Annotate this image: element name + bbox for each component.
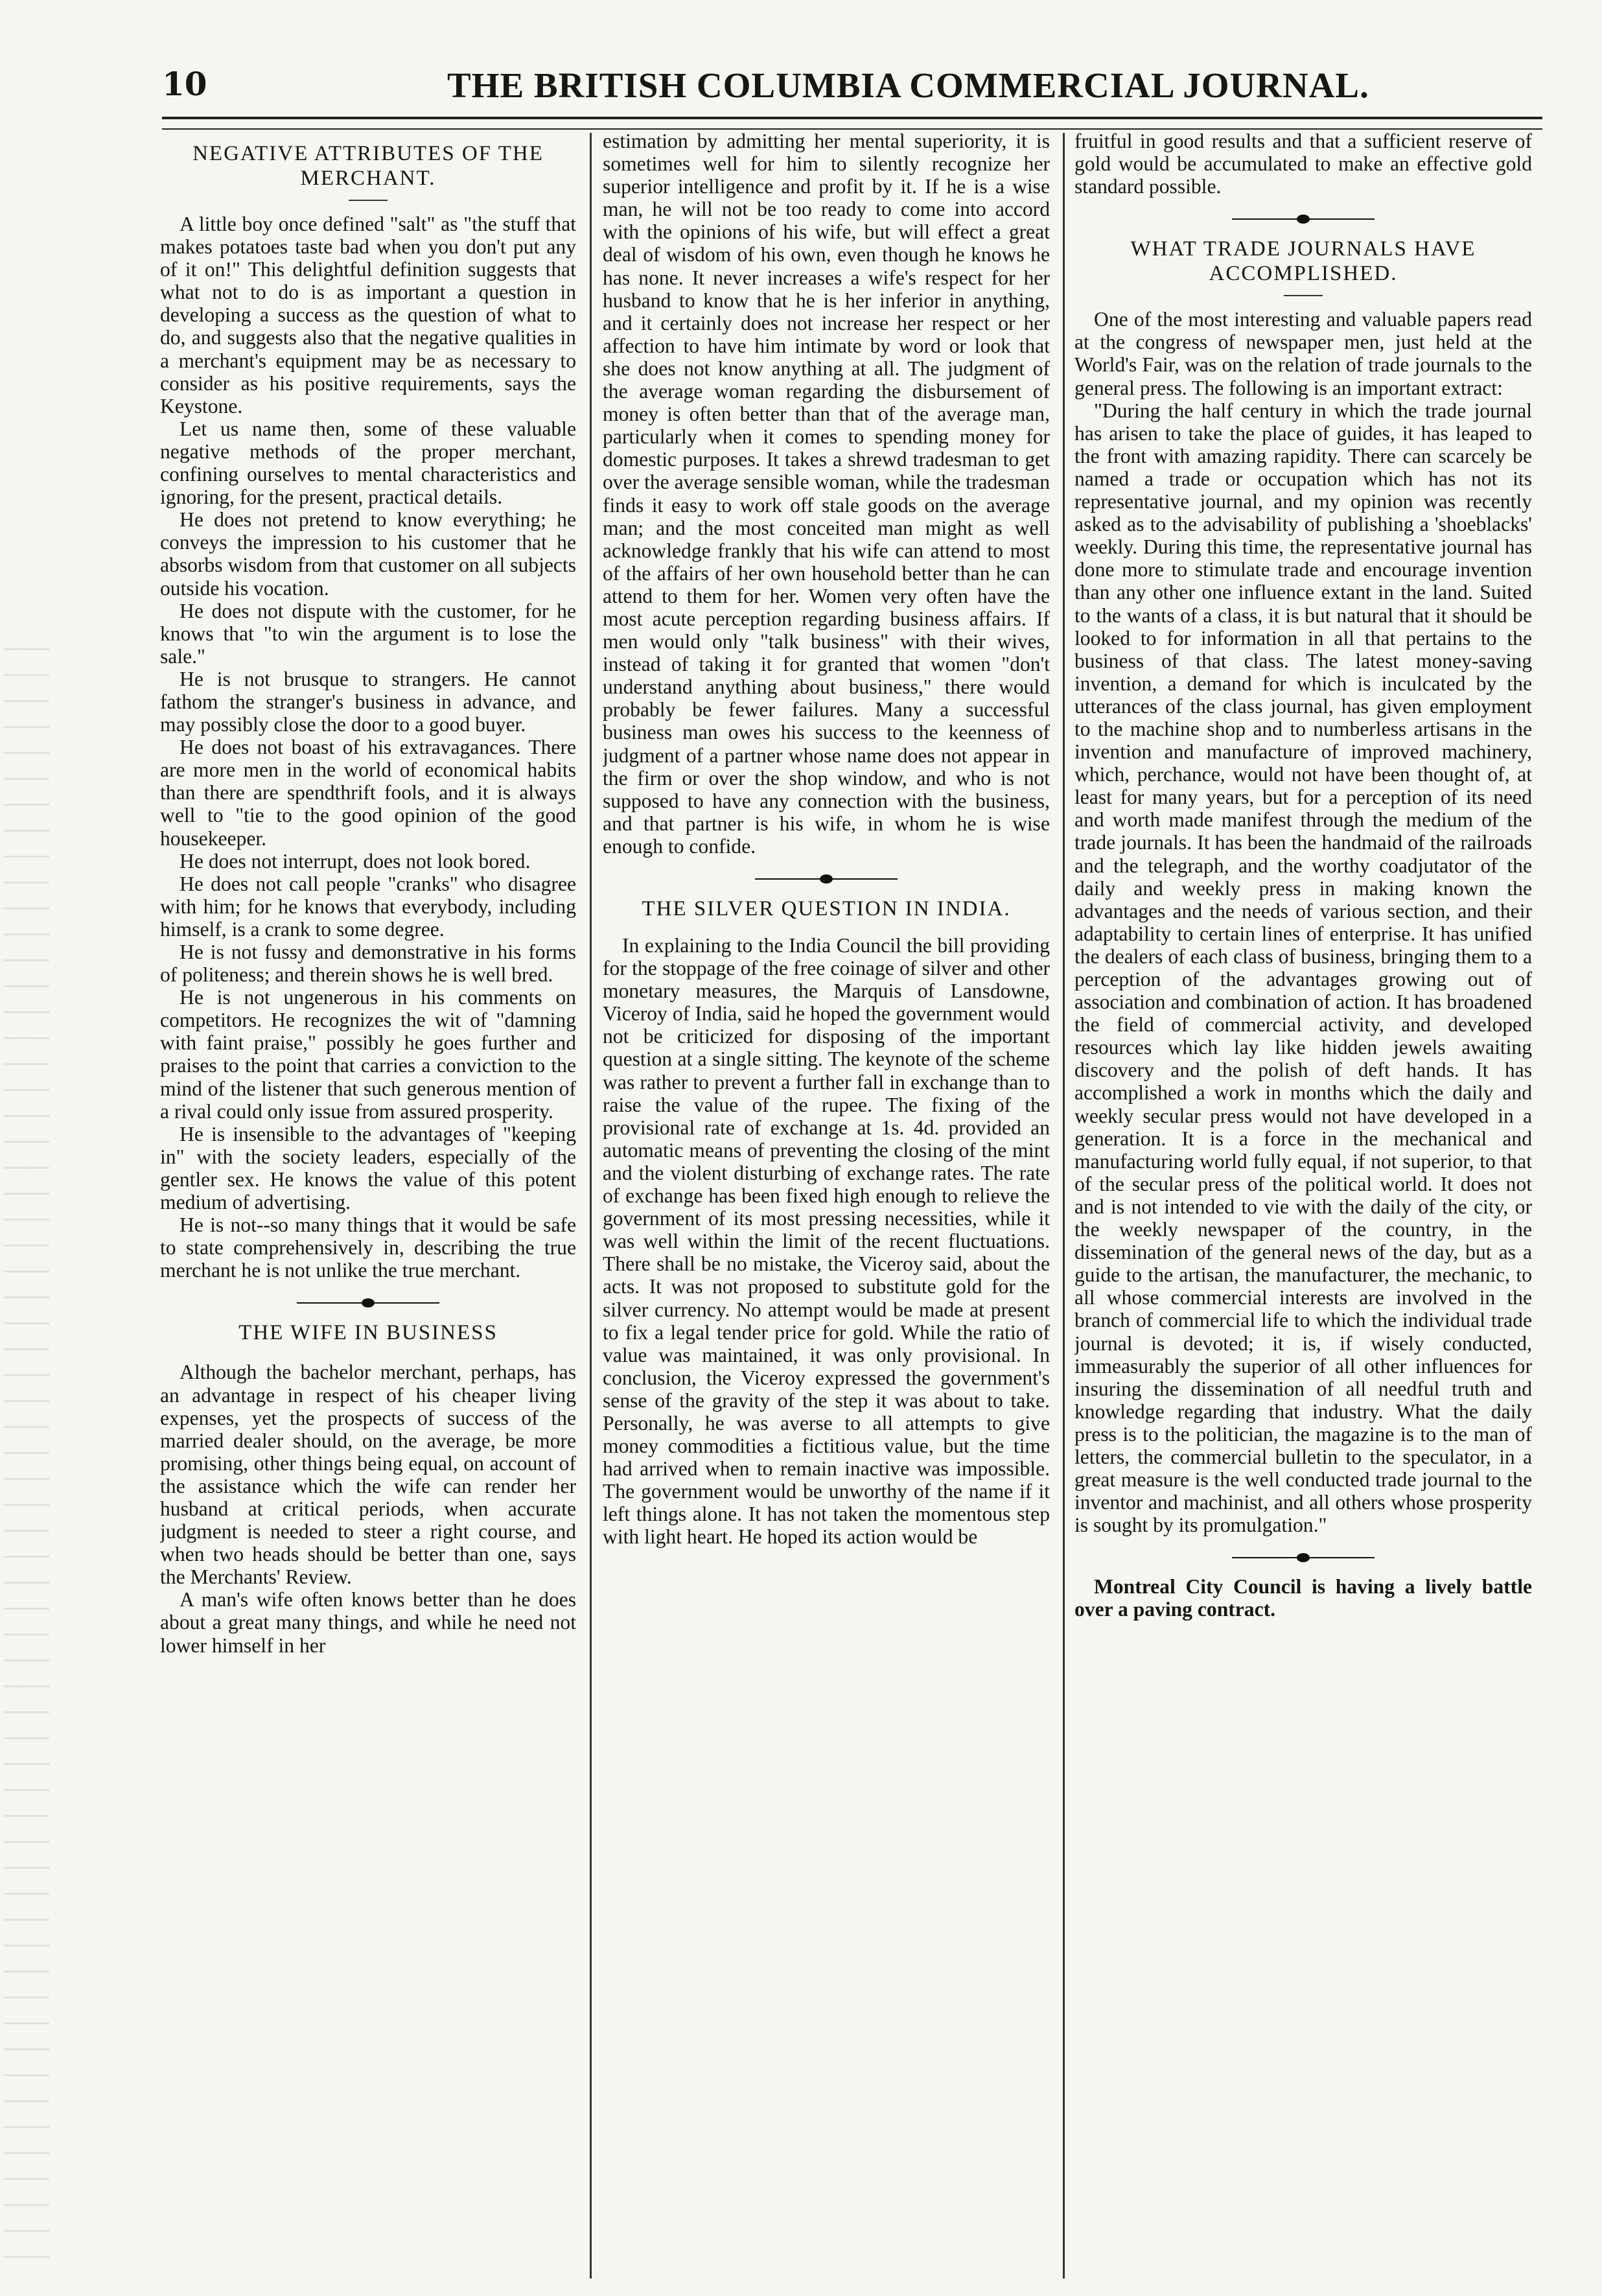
paragraph: He is insensible to the advantages of "keeping in" with the society leaders, especially of the gentler sex. He knows the value of this potent medium of advertising. — [160, 1122, 576, 1214]
article-body — [160, 1361, 576, 1656]
masthead-rule — [162, 117, 1542, 119]
section-ornament — [755, 874, 898, 884]
article-body — [1074, 308, 1532, 1536]
paragraph: Let us name then, some of these valuable negative methods of the proper merchant, confining ourselves to mental characteristics and ignoring, for the present, practical details. — [160, 417, 576, 509]
column-3 — [1074, 130, 1532, 2288]
column-divider — [1063, 133, 1065, 2278]
paragraph: One of the most interesting and valuable papers read at the congress of newspaper men, just held at the World's Fair, was on the relation of trade journals to the general press. The following is an important extract: — [1074, 308, 1532, 399]
column-1 — [160, 130, 576, 2288]
article-body — [160, 213, 576, 1282]
article-body — [603, 130, 1050, 858]
title-rule — [349, 200, 388, 201]
paragraph: "During the half century in which the trade journal has arisen to take the place of guides, it has leaped to the front with amazing rapidity. There can scarcely be named a trade or occupation which has not its representative journal, and my opinion was recently asked as to the advisability of publishing a 'shoeblacks' weekly. During this time, the representative journal has done more to stimulate trade and encourage invention than any other one influence extant in the land. Suited to the wants of a class, it is but natural that it should be looked to for information in all that pertains to the business of that class. The latest money-saving invention, a demand for which is inculcated by the utterances of the class journal, has given employment to the machine shop and to numberless artisans in the invention and manufacture of improved machinery, which, perchance, would not have been thought of, at least for many years, but for a perception of its need and worth made manifest through the medium of the trade journals. It has been the handmaid of the railroads and the telegraph, and the worthy coadjutator of the daily and weekly press in making known the advantages and the needs of various section, and their adaptability to certain lines of enterprise. It has unified the dealers of each class of business, bringing them to a perception of the advantages growing out of association and combination of action. It has broadened the field of commercial activity, and developed resources which lay like hidden jewels awaiting discovery and the polish of deft hands. It has accomplished a work in months which the daily and weekly secular press would not have developed in a generation. It is a force in the mechanical and manufacturing world fully equal, if not superior, to that of the secular press of the political world. It does not and is not intended to vie with the daily of the city, or the weekly newspaper of the country, in the dissemination of the general news of the day, but as a guide to the artisan, the manufacturer, the mechanic, to all whose commercial interests are involved in the branch of commercial life to which the individual trade journal is devoted; it is, if wisely conducted, immeasurably the superior of all other influences for insuring the dissemination of all needful truth and knowledge regarding that industry. What the daily press is to the politician, the magazine is to the man of letters, the commercial bulletin to the speculator, in a great measure is the well conducted trade journal to the inventor and machinist, and all others whose prosperity is sought by its promulgation." — [1074, 399, 1532, 1537]
paragraph: He does not interrupt, does not look bored. — [180, 849, 531, 873]
title-rule — [1284, 295, 1323, 296]
masthead — [162, 65, 1542, 123]
paragraph: estimation by admitting her mental superiority, it is sometimes well for him to silently recognize her superior intelligence and profit by it. If he is a wise man, he will not be too ready to come into accord with the opinions of his wife, but will effect a great deal of wisdom of his own, even though he knows he has none. It never increases a wife's respect for her husband to know that he is her inferior in anything, and it certainly does not increase her respect or her affection to have him intimate by word or look that she does not know anything at all. The judgment of the average woman regarding the disbursement of money is often better than that of the average man, particularly when it comes to spending money for domestic purposes. It takes a shrewd tradesman to get over the average sensible woman, while the tradesman finds it easy to work off stale goods on the average man; and the most conceited man might as well acknowledge frankly that his wife can attend to most of the affairs of her own household better than he can attend to them for her. Women very often have the most acute perception regarding business affairs. If men would only "talk business" with their wives, instead of taking it for granted that women "don't understand anything about business," there would probably be fewer failures. Many a successful business man owes his success to the keenness of judgment of a partner whose name does not appear in the firm or over the shop window, and who is not supposed to have any connection with the business, and that partner is his wife, in whom he is wise enough to confide. — [603, 130, 1050, 858]
column-2 — [603, 130, 1050, 2288]
article-title: THE SILVER QUESTION IN INDIA. — [642, 897, 1011, 920]
article-title: THE WIFE IN BUSINESS — [238, 1321, 498, 1345]
paragraph: He is not fussy and demonstrative in his forms of politeness; and therein shows he is well bred. — [160, 941, 576, 987]
publication-title: THE BRITISH COLUMBIA COMMERCIAL JOURNAL. — [447, 65, 1369, 105]
paragraph: Although the bachelor merchant, perhaps, has an advantage in respect of his cheaper living expenses, yet the prospects of success of the married dealer should, on the average, be more promising, other things being equal, on account of the assistance which the wife can render her husband at critical periods, when accurate judgment is needed to steer a right course, and when two heads should be better than one, says the Merchants' Review. — [160, 1361, 576, 1589]
paragraph: He does not dispute with the customer, for he knows that "to win the argument is to lose the sale." — [160, 599, 576, 668]
page-number: 10 — [162, 65, 207, 103]
article-title: WHAT TRADE JOURNALS HAVE ACCOMPLISHED. — [1130, 237, 1476, 286]
article-body — [603, 934, 1050, 1549]
news-note: Montreal City Council is having a lively battle over a paving contract. — [1074, 1575, 1532, 1621]
paragraph: He does not pretend to know everything; he conveys the impression to his customer that he absorbs wisdom from that customer on all subjects outside his vocation. — [160, 508, 576, 600]
paragraph: He is not ungenerous in his comments on competitors. He recognizes the wit of "damning with faint praise," possibly he goes further and praises to the point that carries a conviction to the mind of the listener that such generous mention of a rival could only issue from assured prosperity. — [160, 986, 576, 1123]
section-ornament — [1232, 1553, 1375, 1562]
paragraph: A man's wife often knows better than he does about a great many things, and while he need not lower himself in her — [160, 1588, 576, 1657]
column-divider — [590, 133, 592, 2278]
paragraph: He is not brusque to strangers. He cannot fathom the stranger's business in advance, and may possibly close the door to a good buyer. — [160, 667, 576, 736]
paragraph: In explaining to the India Council the bill providing for the stoppage of the free coinage of silver and other monetary measures, the Marquis of Lansdowne, Viceroy of India, said he hoped the government would not be criticized for disposing of the important question at a single sitting. The keynote of the scheme was rather to prevent a further fall in exchange than to raise the value of the rupee. The fixing of the provisional rate of exchange at 1s. 4d. provided an automatic means of preventing the closing of the mint and the violent disturbing of exchange rates. The rate of exchange has been fixed high enough to relieve the government of its most pressing necessities, while it was well within the limit of the recent fluctuations. There shall be no mistake, the Viceroy said, about the acts. It was not proposed to substitute gold for the silver currency. No attempt would be made at present to fix a legal tender price for gold. While the ratio of value was maintained, it was only provisional. In conclusion, the Viceroy expressed the government's sense of the gravity of the step it was about to take. Personally, he was averse to all attempts to give money commodities a fictitious value, but the time had arrived when to remain inactive was impossible. The government would be unworthy of the name if it left things alone. It has not taken the momentous step with light heart. He hoped its action would be — [603, 934, 1050, 1549]
section-ornament — [297, 1298, 439, 1307]
scan-edge-noise — [4, 648, 49, 2282]
paragraph: fruitful in good results and that a sufficient reserve of gold would be accumulated to make an effective gold standard possible. — [1074, 130, 1532, 198]
paragraph: A little boy once defined "salt" as "the stuff that makes potatoes taste bad when you don't put any of it on!" This delightful definition suggests that what not to do is as important a question in developing a success as the question of what to do, and suggests also that the negative qualities in a merchant's equipment may be as necessary to consider as his positive requirements, says the Keystone. — [160, 213, 576, 417]
paragraph: He does not call people "cranks" who disagree with him; for he knows that everybody, including himself, is a crank to some degree. — [160, 872, 576, 941]
section-ornament — [1232, 215, 1375, 224]
paragraph: He is not--so many things that it would be safe to state comprehensively in, describing the true merchant he is not unlike the true merchant. — [160, 1213, 576, 1282]
article-title: NEGATIVE ATTRIBUTES OF THE MERCHANT. — [192, 142, 544, 190]
article-body — [1074, 130, 1532, 198]
paragraph: He does not boast of his extravagances. There are more men in the world of economical habits than there are spendthrift fools, and it is always well to "tie to the good opinion of the good housekeeper. — [160, 736, 576, 850]
